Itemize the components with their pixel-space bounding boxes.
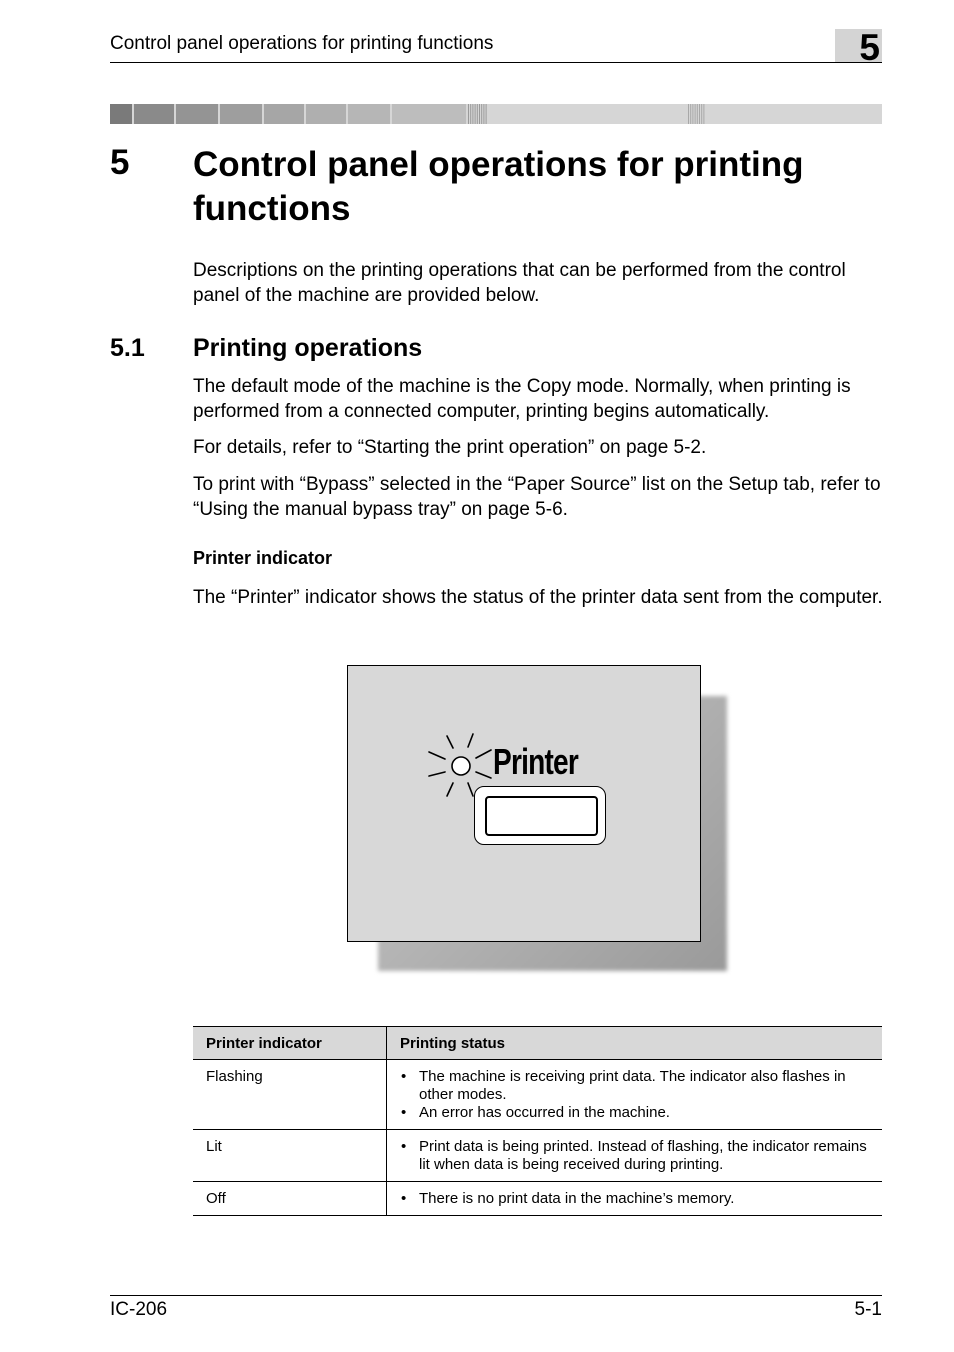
printer-label: Printer xyxy=(493,741,579,782)
table-row xyxy=(193,1060,882,1130)
footer-rule xyxy=(110,1295,882,1296)
table-header-row xyxy=(193,1027,882,1060)
status-bullet: • The machine is receiving print data. The indicator also flashes in other modes. xyxy=(419,1068,882,1104)
footer-model: IC-206 xyxy=(110,1299,168,1320)
indicator-lamp xyxy=(485,796,598,836)
subsection-title: Printer indicator xyxy=(193,548,333,568)
column-header: Printer indicator xyxy=(193,1027,387,1060)
indicator-cell: Lit xyxy=(193,1130,387,1182)
header-rule xyxy=(110,62,882,63)
status-table xyxy=(193,1026,882,1216)
chapter-title: Control panel operations for printing functions xyxy=(193,145,804,228)
footer-page-number: 5-1 xyxy=(854,1299,882,1320)
status-bullet: • An error has occurred in the machine. xyxy=(419,1104,882,1122)
column-header: Printing status xyxy=(387,1027,883,1060)
section-paragraph: The default mode of the machine is the Copy mode. Normally, when printing is performed from a connected computer, printing begins automatically. xyxy=(193,376,851,422)
table-row xyxy=(193,1182,882,1216)
status-bullet: • Print data is being printed. Instead of flashing, the indicator remains lit when data is being received during printing. xyxy=(419,1138,882,1174)
section-paragraph: To print with “Bypass” selected in the “Paper Source” list on the Setup tab, refer to “Using the manual bypass tray” on page 5-6. xyxy=(193,474,881,520)
table-row xyxy=(193,1130,882,1182)
section-paragraph: For details, refer to “Starting the print operation” on page 5-2. xyxy=(193,437,707,458)
section-number: 5.1 xyxy=(110,334,145,362)
status-bullet: • There is no print data in the machine’s memory. xyxy=(419,1190,882,1208)
chapter-intro: Descriptions on the printing operations that can be performed from the control panel of the machine are provided below. xyxy=(193,260,846,306)
status-cell xyxy=(387,1182,883,1216)
status-cell xyxy=(387,1130,883,1182)
section-title: Printing operations xyxy=(193,334,423,362)
status-cell xyxy=(387,1060,883,1130)
indicator-cell: Off xyxy=(193,1182,387,1216)
decorative-bar xyxy=(110,104,882,124)
running-header: Control panel operations for printing functions xyxy=(110,33,494,54)
chapter-tab-number: 5 xyxy=(859,27,880,68)
chapter-number: 5 xyxy=(110,143,130,182)
subsection-text: The “Printer” indicator shows the status of the printer data sent from the computer. xyxy=(193,587,883,608)
indicator-cell: Flashing xyxy=(193,1060,387,1130)
